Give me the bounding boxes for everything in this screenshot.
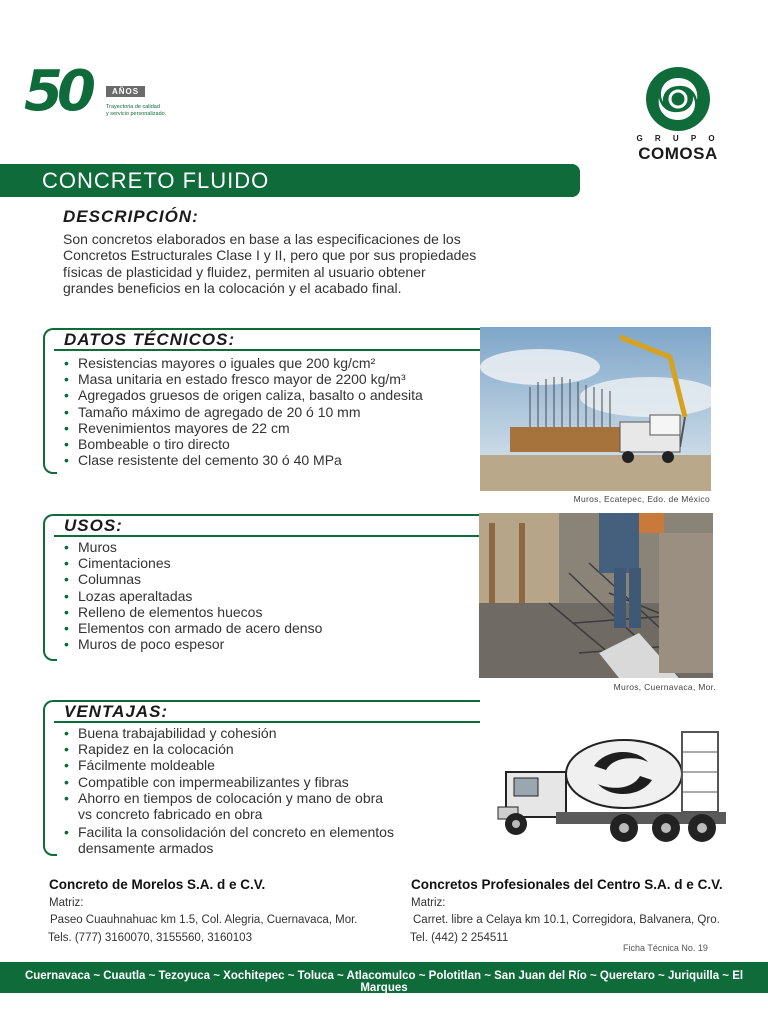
list-item: • Columnas xyxy=(64,571,142,588)
anniversary-tagline: Trayectoria de calidad y servicio personalizado. xyxy=(106,104,167,117)
ventajas-frame-bracket xyxy=(43,700,57,856)
company-morelos-phones: Tels. (777) 3160070, 3155560, 3160103 xyxy=(48,932,252,944)
list-item: • Muros de poco espesor xyxy=(64,636,225,653)
title-bar xyxy=(0,164,580,197)
usos-list xyxy=(62,539,482,652)
list-item: • Clase resistente del cemento 30 ó 40 MPa xyxy=(64,452,342,469)
ventajas-heading: VENTAJAS: xyxy=(64,702,169,721)
list-item: • Resistencias mayores o iguales que 200 kg/cm² xyxy=(64,355,376,371)
list-item: • Relleno de elementos huecos xyxy=(64,603,263,620)
ficha-number: Ficha Técnica No. 19 xyxy=(623,943,708,953)
comosa-logo xyxy=(628,66,728,166)
company-centro-address: Carret. libre a Celaya km 10.1, Corregidora, Balvanera, Qro. xyxy=(413,914,720,926)
usos-frame-bracket xyxy=(43,514,57,661)
footer-bar xyxy=(0,962,768,993)
company-morelos-name: Concreto de Morelos S.A. d e C.V. xyxy=(49,877,266,892)
descripcion-heading: DESCRIPCIÓN: xyxy=(63,207,199,226)
datos-photo-caption: Muros, Ecatepec, Edo. de México xyxy=(573,494,710,504)
company-centro-name: Concretos Profesionales del Centro S.A. d e C.V. xyxy=(411,877,723,892)
descripcion-text: Son concretos elaborados en base a las especificaciones de los Concretos Estructurales Clase I y II, pero que por sus propiedades físicas de plasticidad y fluidez, permiten al usuario obtener grandes beneficios en la colocación y el acabado final. xyxy=(63,231,477,296)
usos-photo-caption: Muros, Cuernavaca, Mor. xyxy=(613,682,716,692)
list-item: • Masa unitaria en estado fresco mayor de 2200 kg/m³ xyxy=(64,371,406,388)
anniversary-years-badge: AÑOS xyxy=(106,86,145,97)
list-item: • Cimentaciones xyxy=(64,555,171,572)
comosa-emblem-icon xyxy=(645,66,711,132)
list-item: • Tamaño máximo de agregado de 20 ó 10 mm xyxy=(64,403,361,420)
list-item: • Agregados gruesos de origen caliza, basalto o andesita xyxy=(64,387,423,404)
list-item: • Rapidez en la colocación xyxy=(64,741,234,758)
list-item: • Buena trabajabilidad y cohesión xyxy=(64,725,277,741)
anniversary-digits: 50 xyxy=(24,59,90,124)
mixer-truck-image xyxy=(496,712,732,858)
company-morelos-address: Paseo Cuauhnahuac km 1.5, Col. Alegria, Cuernavaca, Mor. xyxy=(50,914,358,926)
list-item: • Fácilmente moldeable xyxy=(64,757,215,774)
datos-frame-bracket xyxy=(43,328,57,474)
pump-truck-photo xyxy=(480,327,711,491)
company-centro-matriz-label: Matriz: xyxy=(411,897,446,909)
footer-locations: Cuernavaca ~ Cuautla ~ Tezoyuca ~ Xochitepec ~ Toluca ~ Atlacomulco ~ Polotitlan ~ San Juan del Río ~ Queretaro ~ Juriquilla ~ El Marques xyxy=(24,970,744,994)
list-item: • Facilita la consolidación del concreto en elementos densamente armados xyxy=(64,824,394,857)
company-centro-phones: Tel. (442) 2 254511 xyxy=(410,932,509,944)
list-item: • Ahorro en tiempos de colocación y mano de obra vs concreto fabricado en obra xyxy=(64,789,384,823)
list-item: • Compatible con impermeabilizantes y fibras xyxy=(64,773,349,790)
datos-list xyxy=(62,355,482,468)
list-item: • Revenimientos mayores de 22 cm xyxy=(64,419,290,436)
brand-grupo: G R U P O xyxy=(636,134,720,143)
rebar-pour-photo xyxy=(479,513,713,678)
list-item: • Elementos con armado de acero denso xyxy=(64,620,323,637)
brand-name: COMOSA xyxy=(638,144,718,163)
company-morelos-matriz-label: Matriz: xyxy=(49,897,84,909)
anniversary-logo xyxy=(24,59,174,126)
ventajas-list xyxy=(62,725,482,857)
usos-heading: USOS: xyxy=(64,516,123,535)
page-title: CONCRETO FLUIDO xyxy=(42,168,270,193)
list-item: • Lozas aperaltadas xyxy=(64,587,193,604)
list-item: • Muros xyxy=(64,539,117,555)
datos-heading: DATOS TÉCNICOS: xyxy=(64,330,236,349)
list-item: • Bombeable o tiro directo xyxy=(64,436,230,453)
